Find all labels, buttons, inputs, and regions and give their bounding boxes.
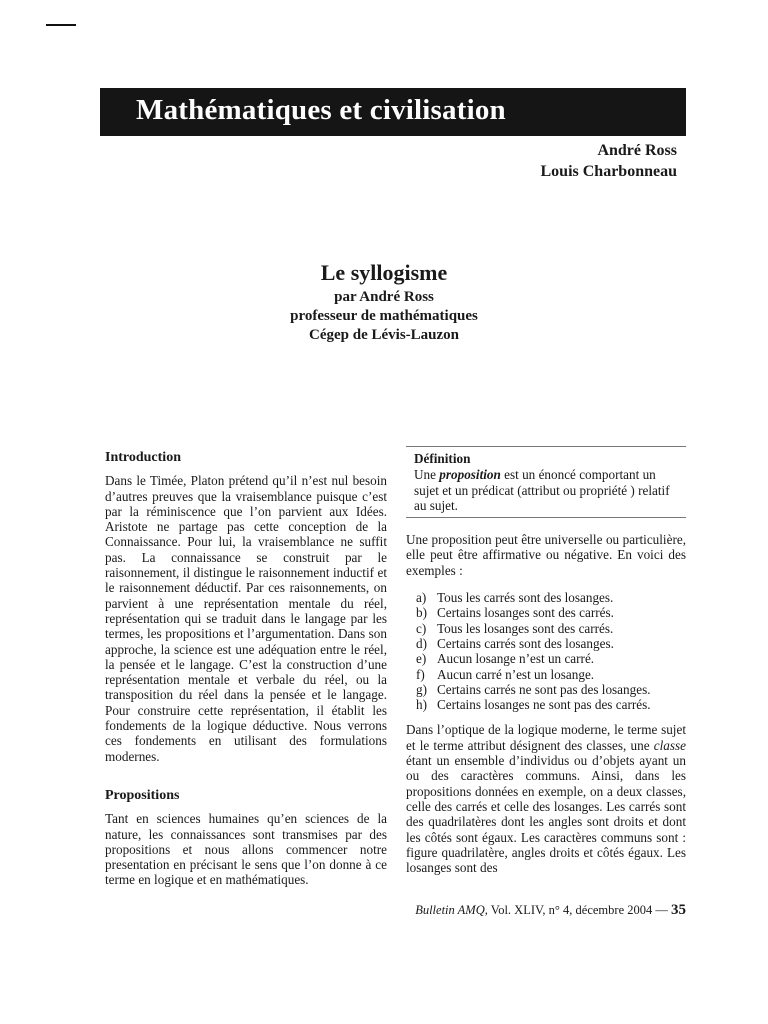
propositions-paragraph: Tant en sciences humaines qu’en sciences de la nature, les connaissances sont transmises par des propositions et nous allons commencer notre presentation en précisant le sens que l’on donne à ce terme en logique et en mathématiques. (105, 811, 387, 888)
definition-text (414, 467, 678, 513)
definition-term: proposition (439, 467, 501, 483)
example-text: Certains losanges ne sont pas des carrés. (437, 697, 651, 713)
classes-term: classe (653, 737, 686, 753)
example-text: Tous les losanges sont des carrés. (437, 620, 614, 636)
classes-text-after: étant un ensemble d’individus ou d’objets ayant un ou des caractères communs. Ainsi, dans les propositions données en exemple, on a deux classes, celle des carrés et celle des losanges. Les carrés sont des quadrilatères dont les angles sont droits et dont les côtés sont égaux. Les caractères communs sont : figure quadrilatère, angles droits et côtés égaux. Les losanges sont des (406, 753, 686, 876)
definition-prefix: Une (414, 467, 436, 483)
author-name: Louis Charbonneau (540, 163, 677, 180)
examples-intro: Une proposition peut être universelle ou particulière, elle peut être affirmative ou négative. En voici des exemples : (406, 532, 686, 578)
example-text: Tous les carrés sont des losanges. (437, 590, 614, 606)
example-text: Aucun carré n’est un losange. (437, 666, 595, 682)
definition-title: Définition (414, 451, 471, 466)
example-label: a) (416, 590, 427, 606)
page-footer (415, 902, 686, 919)
example-label: e) (416, 651, 427, 667)
examples-list (406, 590, 686, 712)
introduction-heading: Introduction (105, 450, 181, 465)
introduction-paragraph: Dans le Timée, Platon prétend qu’il n’est nul besoin d’autres preuves que la vraisemblance puisque c’est par la réminiscence que l’on parvient aux Idées. Aristote ne partage pas cette conception de la Connaissance. Pour lui, la vraisemblance ne suffit pas. La connaissance se construit par le raisonnement, il distingue le raisonnement inductif et le raisonnement déductif. Par ces raisonnements, on parvient à une représentation mentale du réel, représentation qui se traduit dans le langage par les termes, les propositions et l’argumentation. Dans son approche, la science est une adéquation entre le réel, la pensée et le langage. C’est la construction d’une représentation mentale et verbale du réel, ou la transposition du réel dans la pensée et le langage. Pour construire cette représentation, il établit les fondements de la logique déductive. Nous verrons ces fondements en utilisant des formulations modernes. (105, 473, 387, 764)
article-header (0, 258, 768, 345)
article-byline: par André Ross (334, 289, 434, 305)
example-label: h) (416, 697, 427, 713)
definition-rest: est un énoncé comportant un sujet et un prédicat (attribut ou propriété ) relatif au sujet. (414, 467, 670, 513)
section-authors (541, 140, 678, 182)
corner-mark (46, 24, 76, 26)
example-label: f) (416, 666, 425, 682)
list-item (416, 636, 686, 651)
right-column (406, 446, 686, 875)
example-text: Certains losanges sont des carrés. (437, 605, 614, 621)
article-title: Le syllogisme (320, 260, 448, 285)
example-text: Certains carrés ne sont pas des losanges. (437, 681, 651, 697)
left-column (105, 450, 387, 888)
list-item (416, 651, 686, 666)
list-item (416, 590, 686, 605)
author-institution: Cégep de Lévis-Lauzon (309, 327, 459, 343)
author-name: André Ross (597, 142, 677, 159)
page-number: 35 (671, 902, 686, 918)
definition-box (406, 446, 686, 518)
example-label: b) (416, 605, 427, 621)
classes-text-before: Dans l’optique de la logique moderne, le terme sujet et le terme attribut désignent des classes, une (406, 722, 686, 753)
list-item (416, 682, 686, 697)
section-banner (100, 88, 686, 136)
example-label: g) (416, 681, 427, 697)
example-text: Aucun losange n’est un carré. (437, 651, 595, 667)
journal-issue: Vol. XLIV, n° 4, décembre 2004 — (490, 903, 668, 917)
list-item (416, 697, 686, 712)
example-label: d) (416, 635, 427, 651)
list-item (416, 621, 686, 636)
classes-paragraph (406, 722, 686, 875)
list-item (416, 667, 686, 682)
example-label: c) (416, 620, 427, 636)
section-title: Mathématiques et civilisation (136, 94, 506, 126)
list-item (416, 605, 686, 620)
author-position: professeur de mathématiques (290, 308, 478, 324)
journal-name: Bulletin AMQ, (415, 903, 488, 917)
propositions-heading: Propositions (105, 787, 180, 803)
example-text: Certains carrés sont des losanges. (437, 635, 614, 651)
